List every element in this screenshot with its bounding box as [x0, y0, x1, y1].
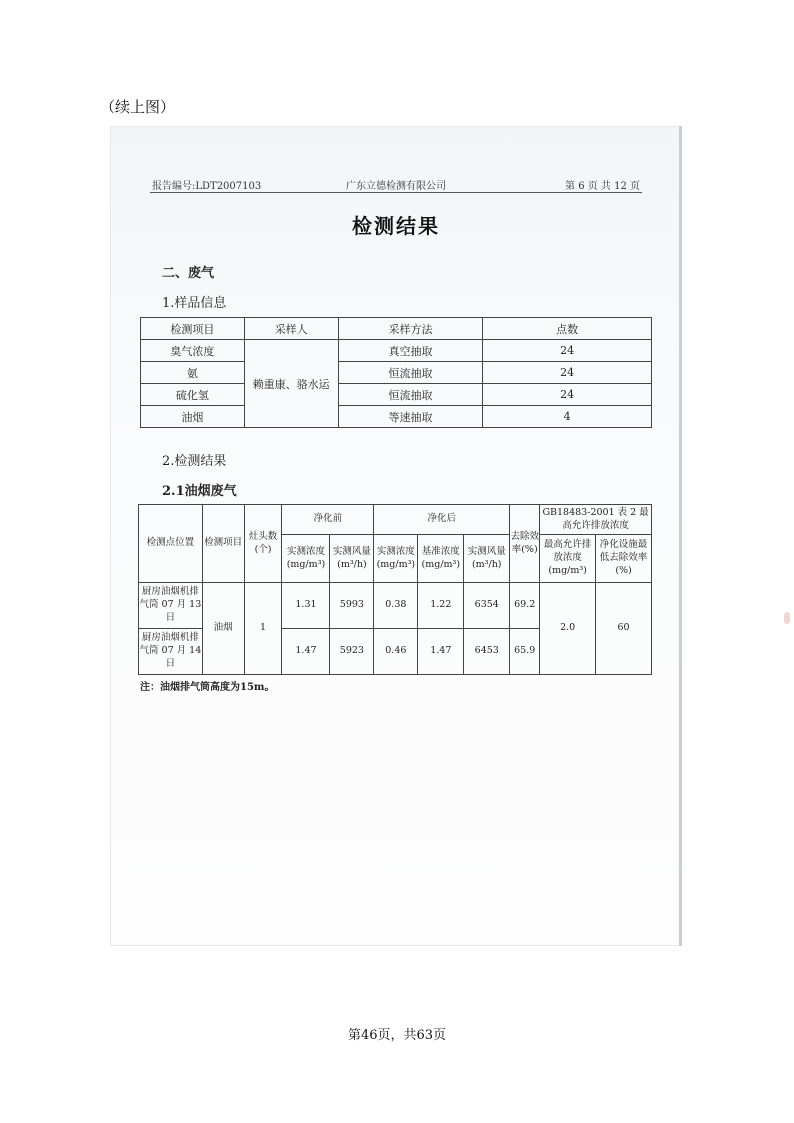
header-cell: 实测浓度(mg/m³): [374, 535, 418, 583]
item-cell: 氨: [141, 362, 245, 384]
points-cell: 24: [483, 340, 652, 362]
removal-cell: 69.2: [510, 583, 540, 629]
after-flow-cell: 6354: [464, 583, 510, 629]
header-cell: 采样人: [244, 318, 338, 340]
header-cell: 净化前: [282, 505, 374, 535]
header-cell: 检测点位置: [139, 505, 203, 583]
sampler-cell: 赖重康、骆水运: [244, 340, 338, 428]
method-cell: 恒流抽取: [338, 362, 483, 384]
header-cell: 点数: [483, 318, 652, 340]
header-cell: 最高允许排放浓度(mg/m³): [540, 535, 596, 583]
header-cell: 实测风量(m³/h): [330, 535, 374, 583]
after-base-cell: 1.22: [418, 583, 464, 629]
ink-stain: [784, 612, 790, 624]
item-cell: 臭气浓度: [141, 340, 245, 362]
item-cell: 硫化氢: [141, 384, 245, 406]
points-cell: 4: [483, 406, 652, 428]
fume-result-table: [138, 504, 652, 675]
before-flow-cell: 5993: [330, 583, 374, 629]
item-cell: 油烟: [202, 583, 244, 675]
removal-cell: 65.9: [510, 629, 540, 675]
location-cell: 厨房油烟机排气筒 07 月 13 日: [139, 583, 203, 629]
table-row: [141, 384, 652, 406]
item-cell: 油烟: [141, 406, 245, 428]
table-header-row: [141, 318, 652, 340]
after-conc-cell: 0.38: [374, 583, 418, 629]
std-max-cell: 2.0: [540, 583, 596, 675]
caption: （续上图）: [100, 98, 176, 116]
page-footer: 第46页，共63页: [347, 1028, 447, 1043]
report-number: 报告编号:LDT2007103: [152, 181, 262, 192]
company-name: 广东立德检测有限公司: [346, 181, 446, 192]
header-cell: 灶头数(个): [244, 505, 282, 583]
method-cell: 真空抽取: [338, 340, 483, 362]
subsection-results: 2.检测结果: [162, 454, 227, 469]
before-conc-cell: 1.31: [282, 583, 330, 629]
report-title: 检测结果: [352, 214, 440, 238]
table-row: [141, 362, 652, 384]
scanned-report-page: [110, 126, 682, 946]
header-cell: 净化后: [374, 505, 510, 535]
table-row: [141, 406, 652, 428]
method-cell: 恒流抽取: [338, 384, 483, 406]
sample-info-table: [140, 317, 652, 428]
before-flow-cell: 5923: [330, 629, 374, 675]
header-cell: 净化设施最低去除效率(%): [596, 535, 652, 583]
table-row: [139, 583, 652, 629]
page-indicator: 第 6 页 共 12 页: [565, 181, 640, 192]
std-min-eff-cell: 60: [596, 583, 652, 675]
header-cell: 基准浓度(mg/m³): [418, 535, 464, 583]
after-conc-cell: 0.46: [374, 629, 418, 675]
header-cell: GB18483-2001 表 2 最高允许排放浓度: [540, 505, 652, 535]
points-cell: 24: [483, 384, 652, 406]
after-flow-cell: 6453: [464, 629, 510, 675]
burners-cell: 1: [244, 583, 282, 675]
table-note: 注：油烟排气筒高度为15m。: [140, 682, 275, 693]
method-cell: 等速抽取: [338, 406, 483, 428]
section-waste-gas: 二、废气: [162, 266, 215, 281]
header-cell: 实测浓度(mg/m³): [282, 535, 330, 583]
location-cell: 厨房油烟机排气筒 07 月 14 日: [139, 629, 203, 675]
after-base-cell: 1.47: [418, 629, 464, 675]
subsection-sample-info: 1.样品信息: [162, 296, 227, 311]
header-cell: 实测风量(m³/h): [464, 535, 510, 583]
before-conc-cell: 1.47: [282, 629, 330, 675]
table-header-row: [139, 505, 652, 535]
points-cell: 24: [483, 362, 652, 384]
scan-edge: [679, 126, 682, 946]
table-row: [141, 340, 652, 362]
report-header: [150, 176, 642, 193]
header-cell: 采样方法: [338, 318, 483, 340]
subsection-fume: 2.1油烟废气: [162, 484, 237, 499]
header-cell: 去除效率(%): [510, 505, 540, 583]
header-cell: 检测项目: [141, 318, 245, 340]
header-cell: 检测项目: [202, 505, 244, 583]
